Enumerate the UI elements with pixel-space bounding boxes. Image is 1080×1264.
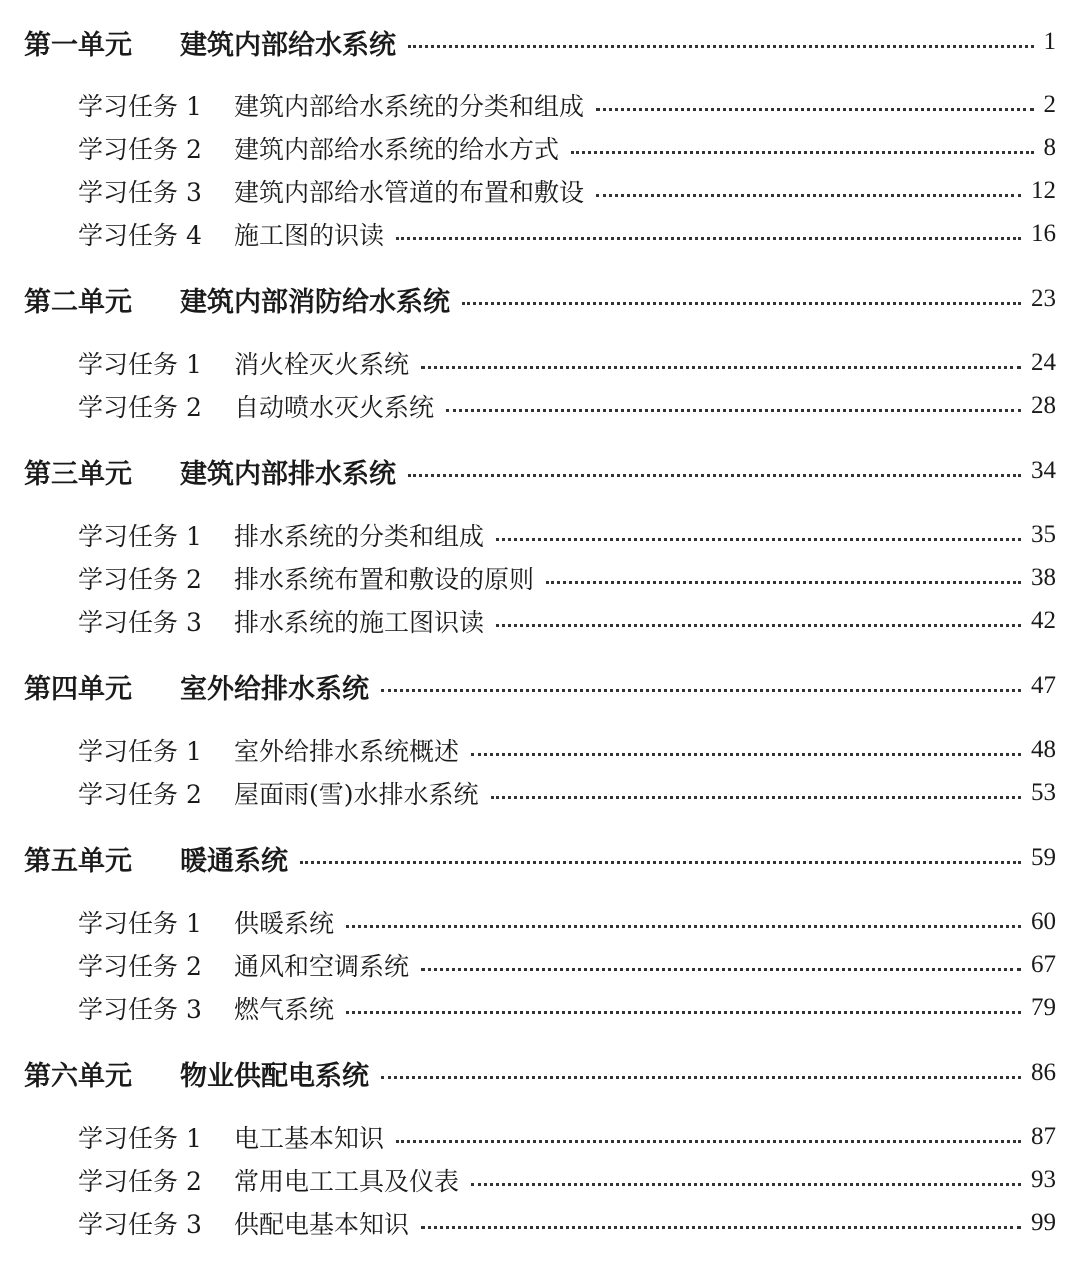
dot-leader bbox=[421, 366, 1021, 369]
unit-label: 第六单元 bbox=[24, 1060, 132, 1092]
page-number: 42 bbox=[1031, 607, 1056, 634]
task-title: 建筑内部给水系统的分类和组成 bbox=[234, 92, 585, 121]
task-label: 学习任务 1 bbox=[78, 1124, 202, 1153]
task-label: 学习任务 1 bbox=[78, 522, 202, 551]
task-label: 学习任务 3 bbox=[78, 178, 202, 207]
toc-task-entry[interactable] bbox=[78, 945, 1056, 985]
toc-task-entry[interactable] bbox=[78, 558, 1056, 598]
toc-task-entry[interactable] bbox=[78, 515, 1056, 555]
task-title: 建筑内部给水系统的给水方式 bbox=[234, 135, 560, 164]
task-label: 学习任务 3 bbox=[78, 608, 202, 637]
toc-unit-entry[interactable] bbox=[24, 22, 1056, 62]
dot-leader bbox=[346, 1011, 1021, 1014]
task-label: 学习任务 2 bbox=[78, 565, 202, 594]
unit-label: 第三单元 bbox=[24, 458, 132, 490]
dot-leader bbox=[346, 925, 1021, 928]
task-label: 学习任务 2 bbox=[78, 1167, 202, 1196]
unit-label: 第二单元 bbox=[24, 286, 132, 318]
page-number: 34 bbox=[1031, 457, 1056, 484]
toc-unit-entry[interactable] bbox=[24, 666, 1056, 706]
toc-task-entry[interactable] bbox=[78, 1117, 1056, 1157]
dot-leader bbox=[571, 151, 1033, 154]
dot-leader bbox=[300, 861, 1021, 864]
toc-task-entry[interactable] bbox=[78, 1203, 1056, 1243]
task-title: 自动喷水灭火系统 bbox=[234, 393, 435, 422]
dot-leader bbox=[381, 1076, 1021, 1079]
dot-leader bbox=[446, 409, 1021, 412]
page-number: 35 bbox=[1031, 521, 1056, 548]
task-label: 学习任务 4 bbox=[78, 221, 202, 250]
dot-leader bbox=[421, 1226, 1021, 1229]
unit-title: 物业供配电系统 bbox=[180, 1060, 369, 1092]
dot-leader bbox=[471, 753, 1021, 756]
unit-label: 第四单元 bbox=[24, 673, 132, 705]
toc-task-entry[interactable] bbox=[78, 214, 1056, 254]
unit-title: 建筑内部排水系统 bbox=[180, 458, 396, 490]
dot-leader bbox=[396, 1140, 1021, 1143]
task-title: 排水系统布置和敷设的原则 bbox=[234, 565, 535, 594]
task-title: 供配电基本知识 bbox=[234, 1210, 410, 1239]
page-number: 79 bbox=[1031, 994, 1056, 1021]
dot-leader bbox=[471, 1183, 1021, 1186]
dot-leader bbox=[596, 108, 1033, 111]
page-number: 8 bbox=[1043, 134, 1056, 161]
task-label: 学习任务 3 bbox=[78, 995, 202, 1024]
unit-label: 第一单元 bbox=[24, 29, 132, 61]
page-number: 28 bbox=[1031, 392, 1056, 419]
page-number: 86 bbox=[1031, 1059, 1056, 1086]
dot-leader bbox=[408, 45, 1034, 48]
page-number: 93 bbox=[1031, 1166, 1056, 1193]
toc-task-entry[interactable] bbox=[78, 343, 1056, 383]
task-label: 学习任务 2 bbox=[78, 393, 202, 422]
page-number: 2 bbox=[1043, 91, 1056, 118]
page-number: 16 bbox=[1031, 220, 1056, 247]
task-title: 供暖系统 bbox=[234, 909, 335, 938]
dot-leader bbox=[462, 302, 1021, 305]
page-number: 12 bbox=[1031, 177, 1056, 204]
toc-task-entry[interactable] bbox=[78, 601, 1056, 641]
page-number: 1 bbox=[1043, 28, 1056, 55]
task-label: 学习任务 1 bbox=[78, 350, 202, 379]
dot-leader bbox=[381, 689, 1021, 692]
dot-leader bbox=[396, 237, 1021, 240]
task-title: 排水系统的分类和组成 bbox=[234, 522, 485, 551]
task-label: 学习任务 1 bbox=[78, 737, 202, 766]
page-number: 99 bbox=[1031, 1209, 1056, 1236]
page-number: 48 bbox=[1031, 736, 1056, 763]
task-title: 燃气系统 bbox=[234, 995, 335, 1024]
dot-leader bbox=[496, 538, 1021, 541]
task-label: 学习任务 2 bbox=[78, 780, 202, 809]
dot-leader bbox=[421, 968, 1021, 971]
toc-task-entry[interactable] bbox=[78, 85, 1056, 125]
dot-leader bbox=[496, 624, 1021, 627]
toc-unit-entry[interactable] bbox=[24, 451, 1056, 491]
unit-label: 第五单元 bbox=[24, 845, 132, 877]
task-title: 施工图的识读 bbox=[234, 221, 385, 250]
page-number: 23 bbox=[1031, 285, 1056, 312]
dot-leader bbox=[491, 796, 1021, 799]
task-label: 学习任务 1 bbox=[78, 92, 202, 121]
unit-title: 建筑内部消防给水系统 bbox=[180, 286, 450, 318]
page-number: 24 bbox=[1031, 349, 1056, 376]
unit-title: 暖通系统 bbox=[180, 845, 288, 877]
page-number: 59 bbox=[1031, 844, 1056, 871]
task-title: 屋面雨(雪)水排水系统 bbox=[234, 780, 479, 809]
task-label: 学习任务 1 bbox=[78, 909, 202, 938]
toc-task-entry[interactable] bbox=[78, 1160, 1056, 1200]
toc-unit-entry[interactable] bbox=[24, 838, 1056, 878]
page-number: 38 bbox=[1031, 564, 1056, 591]
page-number: 47 bbox=[1031, 672, 1056, 699]
toc-task-entry[interactable] bbox=[78, 773, 1056, 813]
task-label: 学习任务 2 bbox=[78, 952, 202, 981]
unit-title: 建筑内部给水系统 bbox=[180, 29, 396, 61]
dot-leader bbox=[596, 194, 1021, 197]
page-number: 87 bbox=[1031, 1123, 1056, 1150]
task-label: 学习任务 3 bbox=[78, 1210, 202, 1239]
task-title: 建筑内部给水管道的布置和敷设 bbox=[234, 178, 585, 207]
task-title: 排水系统的施工图识读 bbox=[234, 608, 485, 637]
dot-leader bbox=[546, 581, 1021, 584]
task-title: 通风和空调系统 bbox=[234, 952, 410, 981]
dot-leader bbox=[408, 474, 1021, 477]
task-title: 电工基本知识 bbox=[234, 1124, 385, 1153]
task-title: 消火栓灭火系统 bbox=[234, 350, 410, 379]
page-number: 60 bbox=[1031, 908, 1056, 935]
task-label: 学习任务 2 bbox=[78, 135, 202, 164]
task-title: 室外给排水系统概述 bbox=[234, 737, 460, 766]
task-title: 常用电工工具及仪表 bbox=[234, 1167, 460, 1196]
toc-task-entry[interactable] bbox=[78, 171, 1056, 211]
toc-task-entry[interactable] bbox=[78, 988, 1056, 1028]
toc-task-entry[interactable] bbox=[78, 902, 1056, 942]
toc-task-entry[interactable] bbox=[78, 386, 1056, 426]
toc-task-entry[interactable] bbox=[78, 730, 1056, 770]
unit-title: 室外给排水系统 bbox=[180, 673, 369, 705]
page-number: 67 bbox=[1031, 951, 1056, 978]
toc-unit-entry[interactable] bbox=[24, 1053, 1056, 1093]
page-number: 53 bbox=[1031, 779, 1056, 806]
toc-task-entry[interactable] bbox=[78, 128, 1056, 168]
toc-unit-entry[interactable] bbox=[24, 279, 1056, 319]
